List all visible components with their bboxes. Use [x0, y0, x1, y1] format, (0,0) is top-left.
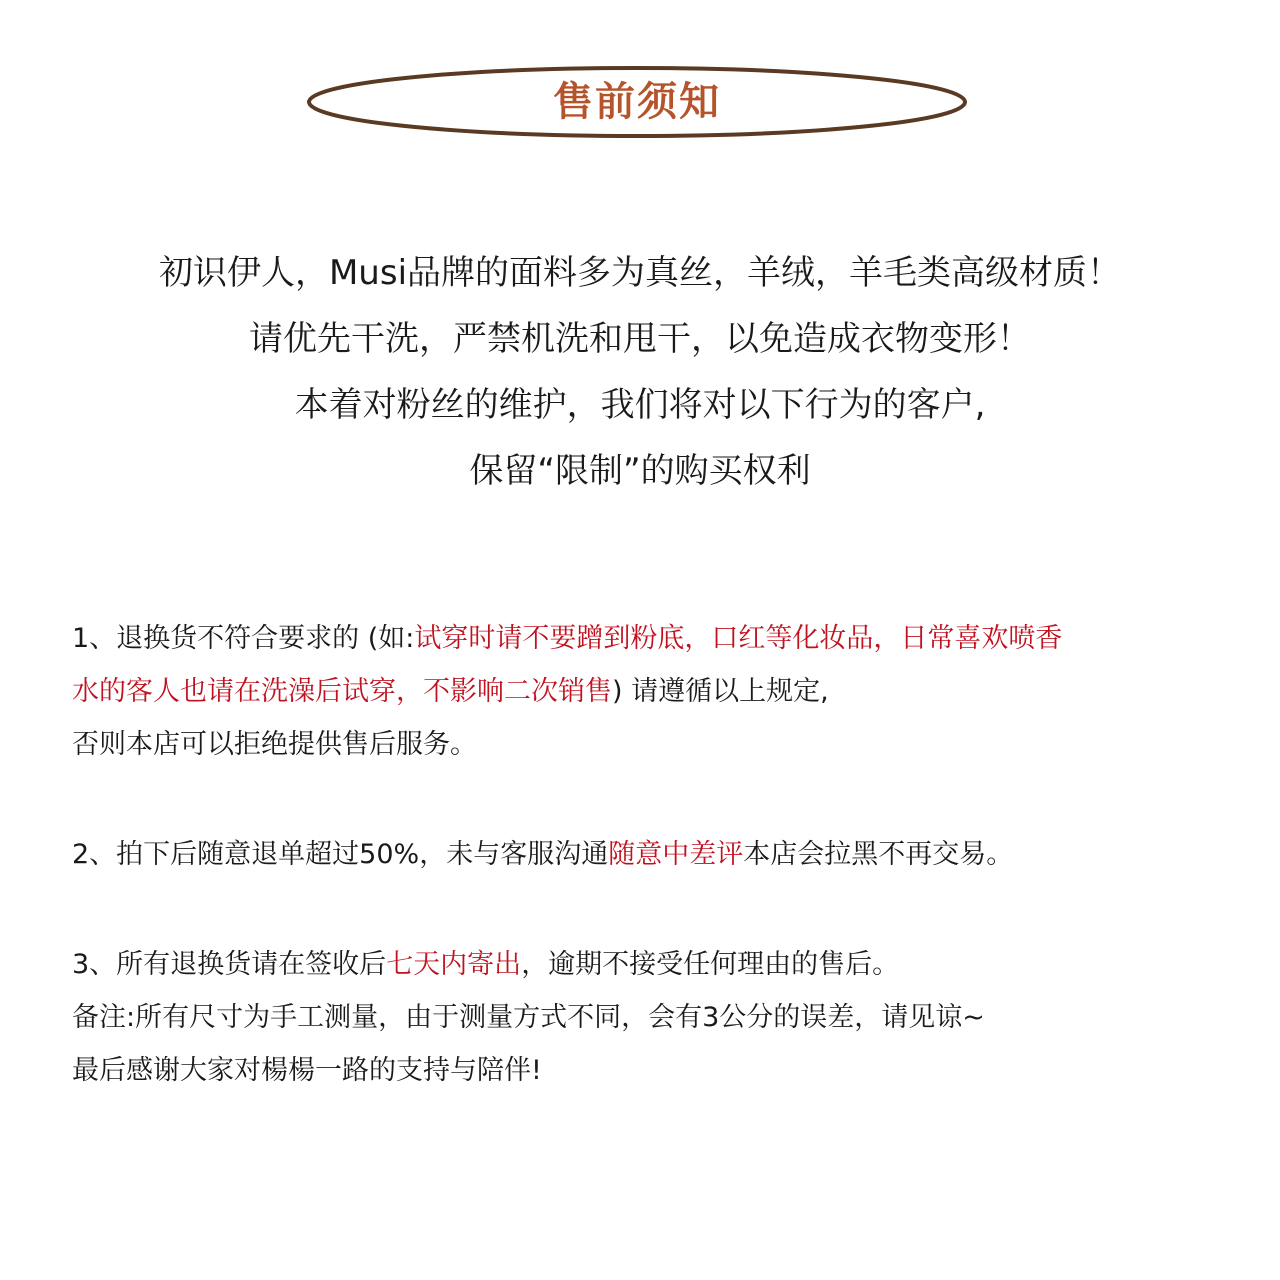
intro-line: 请优先干洗，严禁机洗和甩干，以免造成衣物变形！	[249, 319, 1031, 359]
rule-1-line-3: 否则本店可以拒绝提供售后服务。	[72, 729, 477, 760]
note-line: 备注:所有尺寸为手工测量，由于测量方式不同，会有3公分的误差，请见谅~	[72, 1002, 985, 1033]
page-title: 售前须知	[553, 79, 721, 125]
rule-3-line	[72, 938, 1242, 991]
rule-1-highlight-a: 试穿时请不要蹭到粉底，口红等化妆品，日常喜欢喷香	[414, 623, 1063, 654]
rule-1-line-1	[72, 612, 1242, 665]
rules-block	[72, 612, 1242, 1097]
thanks-line: 最后感谢大家对楊楊一路的支持与陪伴!	[72, 1055, 542, 1086]
rule-2-line	[72, 828, 1242, 881]
rule-2-highlight: 随意中差评	[608, 839, 744, 870]
rule-2-prefix: 2、拍下后随意退单超过50%，未与客服沟通	[72, 839, 609, 870]
rule-1	[72, 612, 1242, 771]
rule-1-line-2	[72, 665, 1242, 718]
rule-3-suffix: ，逾期不接受任何理由的售后。	[521, 949, 900, 980]
rule-1-suffix: ) 请遵循以上规定,	[612, 676, 829, 707]
intro-line: 保留“限制”的购买权利	[469, 451, 811, 491]
rule-3	[72, 938, 1242, 1097]
intro-block	[40, 240, 1240, 504]
rule-2-suffix: 本店会拉黑不再交易。	[743, 839, 1014, 870]
rule-3-highlight: 七天内寄出	[386, 949, 522, 980]
rule-3-prefix: 3、所有退换货请在签收后	[72, 949, 387, 980]
rule-1-prefix: 1、退换货不符合要求的 (如:	[72, 623, 415, 654]
rule-1-highlight-b: 水的客人也请在洗澡后试穿，不影响二次销售	[72, 676, 612, 707]
title-banner	[305, 62, 969, 142]
intro-line: 初识伊人，Musi品牌的面料多为真丝，羊绒，羊毛类高级材质！	[158, 253, 1122, 293]
intro-line: 本着对粉丝的维护，我们将对以下行为的客户,	[294, 385, 986, 425]
rule-2	[72, 828, 1242, 881]
